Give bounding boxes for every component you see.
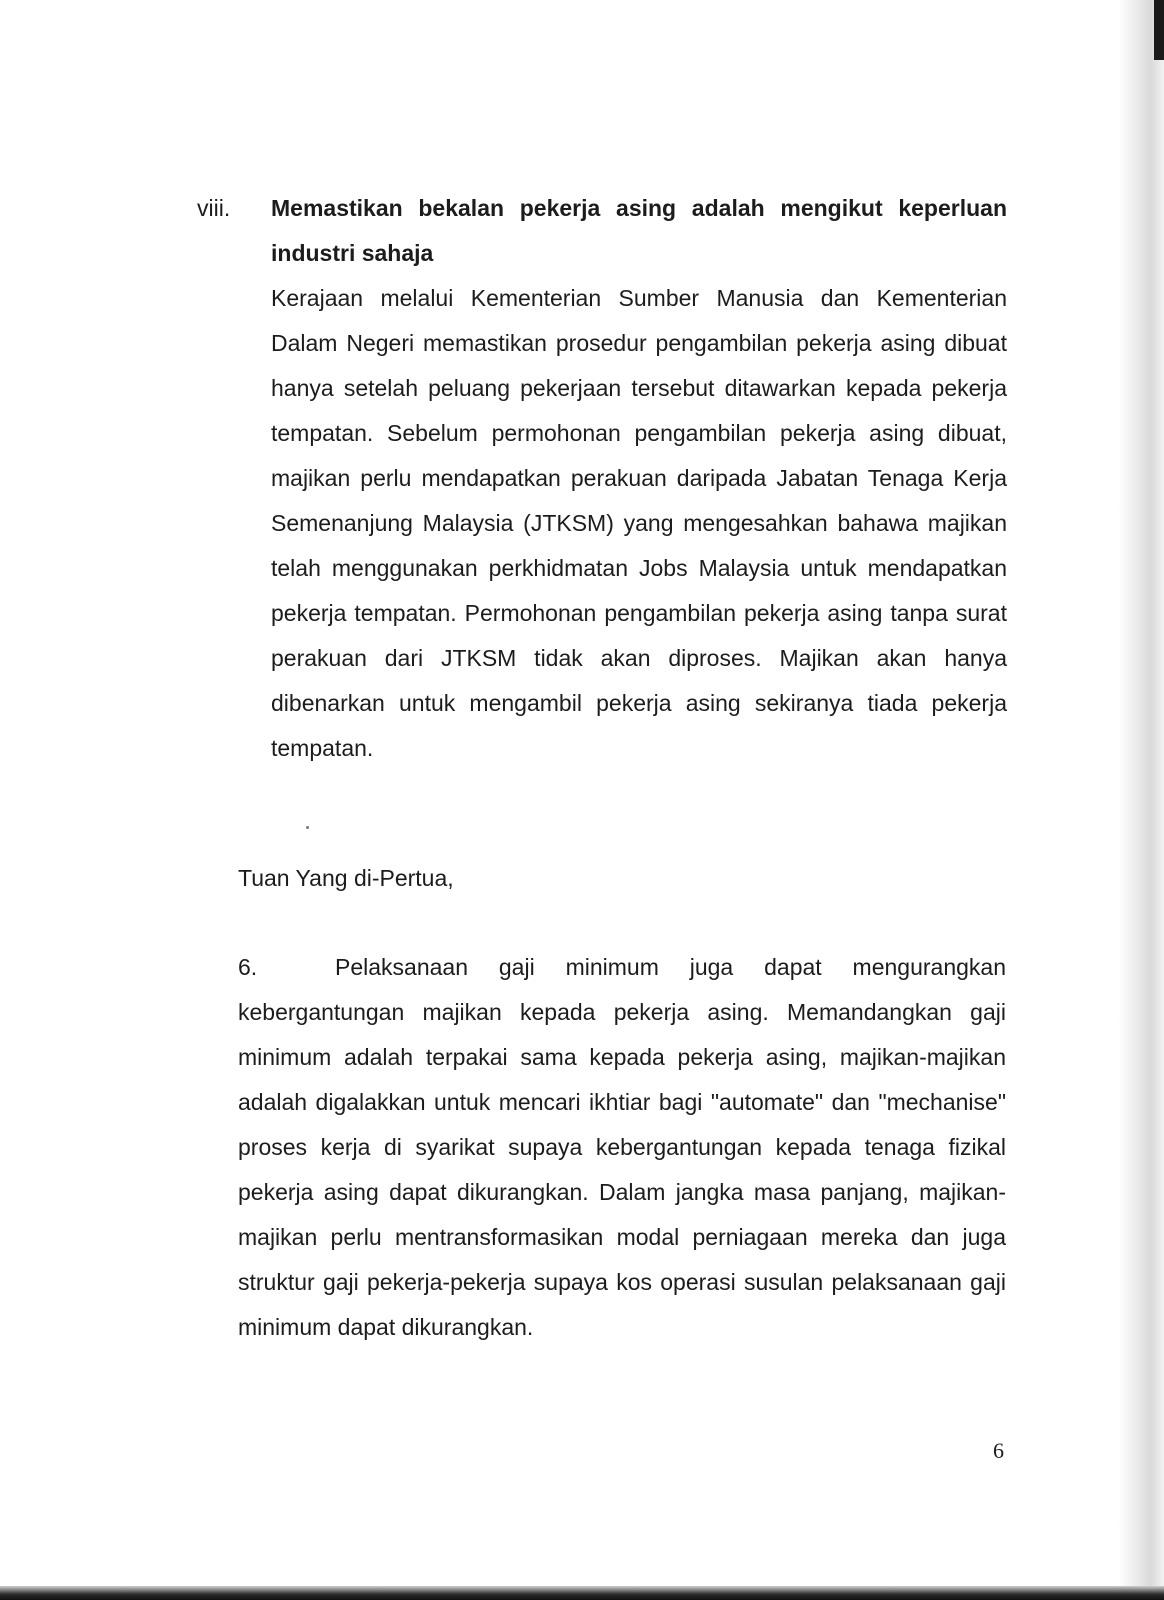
paragraph-text: Pelaksanaan gaji minimum juga dapat mengurangkan kebergantungan majikan kepada pekerja asing. Memandangkan gaji minimum adalah terpakai sama kepada pekerja asing, majikan-majikan adalah digalakkan untuk mencari ikhtiar bagi "automate" dan "mechanise" proses kerja di syarikat supaya kebergantungan kepada tenaga fizikal pekerja asing dapat dikurangkan. Dalam jangka masa panjang, majikan-majikan perlu mentransformasikan modal perniagaan mereka dan juga struktur gaji pekerja-pekerja supaya kos operasi susulan pelaksanaan gaji minimum dapat dikurangkan. bbox=[238, 954, 1006, 1340]
paragraph-number: 6. bbox=[238, 954, 258, 980]
scan-edge-corner bbox=[1154, 0, 1164, 60]
paragraph-6 bbox=[238, 945, 1006, 1350]
page-number: 6 bbox=[993, 1438, 1004, 1463]
section-number: viii. bbox=[197, 195, 231, 221]
scan-edge-right bbox=[1118, 0, 1164, 1600]
section-body: Kerajaan melalui Kementerian Sumber Manusia dan Kementerian Dalam Negeri memastikan prosedur pengambilan pekerja asing dibuat hanya setelah peluang pekerjaan tersebut ditawarkan kepada pekerja tempatan. Sebelum permohonan pengambilan pekerja asing dibuat, majikan perlu mendapatkan perakuan daripada Jabatan Tenaga Kerja Semenanjung Malaysia (JTKSM) yang mengesahkan bahawa majikan telah menggunakan perkhidmatan Jobs Malaysia untuk mendapatkan pekerja tempatan. Permohonan pengambilan pekerja asing tanpa surat perakuan dari JTKSM tidak akan diproses. Majikan akan hanya dibenarkan untuk mengambil pekerja asing sekiranya tiada pekerja tempatan. bbox=[271, 285, 1007, 761]
scan-speck bbox=[306, 826, 309, 829]
section-heading: Memastikan bekalan pekerja asing adalah mengikut keperluan industri sahaja bbox=[271, 195, 1007, 266]
scan-edge-bottom bbox=[0, 1586, 1164, 1600]
salutation: Tuan Yang di-Pertua, bbox=[238, 865, 454, 891]
